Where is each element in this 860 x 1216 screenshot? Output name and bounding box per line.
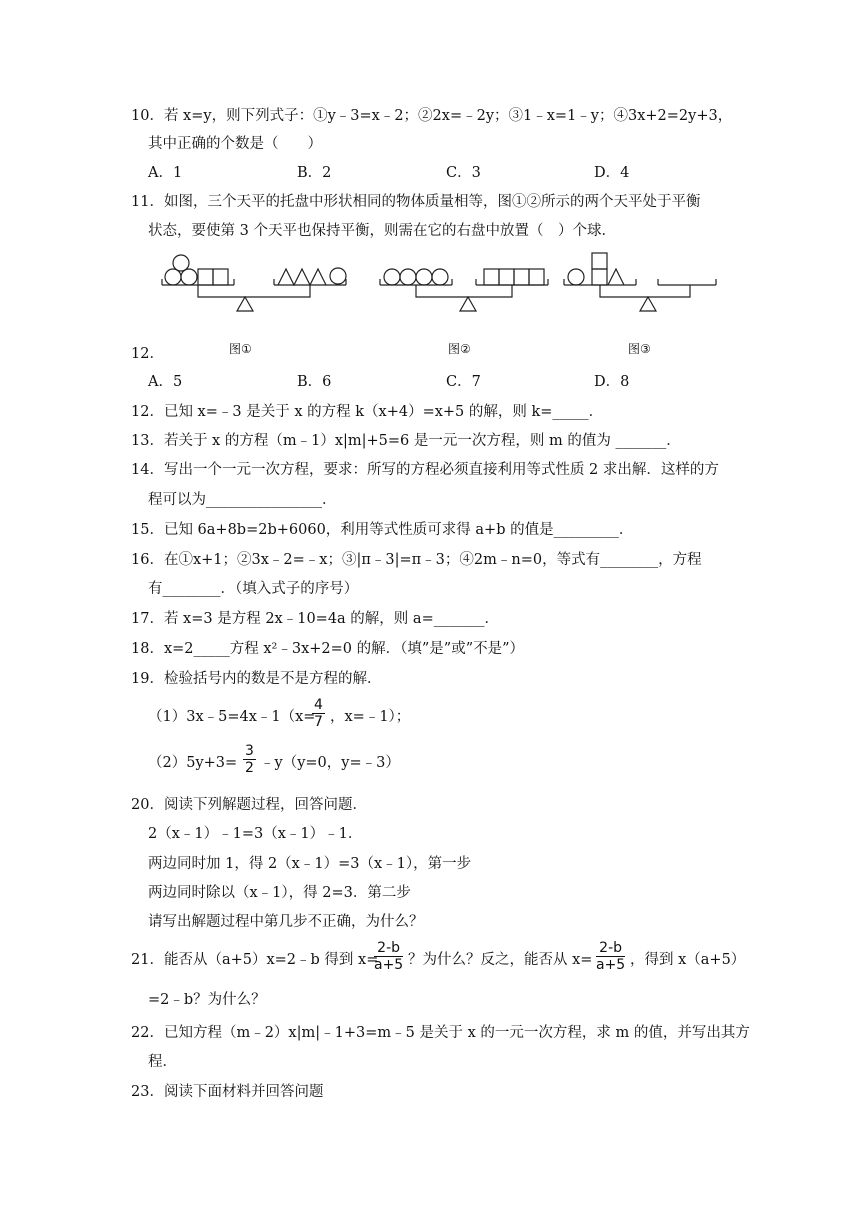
q21-post: ，得到 x（a+5）: [630, 952, 746, 968]
q21-fraction-1-numerator: 2-b: [374, 940, 403, 957]
q19-fraction-2-numerator: 3: [245, 743, 254, 759]
q20-line3: 两边同时加 1，得 2（x﹣1）=3（x﹣1），第一步: [148, 856, 472, 872]
q11-option-a: A．5: [148, 374, 183, 390]
q14-line1: 14．写出一个一元一次方程，要求：所写的方程必须直接利用等式性质 2 求出解．这样的方: [131, 462, 719, 478]
q14-line2: 程可以为________________．: [148, 492, 337, 508]
q17-text: 17．若 x=3 是方程 2x﹣10=4a 的解，则 a=_______．: [131, 611, 499, 627]
q18-text: 18．x=2_____方程 x²﹣3x+2=0 的解．（填”是”或”不是”）: [131, 641, 525, 657]
q21-fraction-2-denominator: a+5: [596, 957, 626, 973]
q11-option-d: D．8: [594, 374, 630, 390]
q19-fraction-2: [243, 743, 256, 776]
q19-part2-pre: （2）5y+3=: [148, 755, 238, 771]
q11-line1: 11．如图，三个天平的托盘中形状相同的物体质量相等，图①②所示的两个天平处于平衡: [131, 194, 701, 210]
q23-text: 23．阅读下面材料并回答问题: [131, 1084, 324, 1100]
balance-1-diagram: [162, 255, 346, 311]
q19-fraction-1-numerator: 4: [314, 697, 323, 713]
figure-3-label: 图③: [628, 342, 651, 356]
q20-line2: 2（x﹣1）﹣1=3（x﹣1）﹣1．: [148, 826, 363, 842]
q10-option-a: A．1: [148, 165, 183, 181]
q21-mid: ？为什么？反之，能否从 x=: [408, 952, 593, 968]
q19-part2-post: ﹣y（y=0，y=﹣3）: [260, 755, 400, 771]
balance-figures: [150, 252, 730, 322]
q19-line1: 19．检验括号内的数是不是方程的解．: [131, 671, 382, 687]
figure-2-label: 图②: [448, 342, 471, 356]
q11-line2: 状态，要使第 3 个天平也保持平衡，则需在它的右盘中放置（ ）个球．: [148, 223, 616, 239]
q10-line1: 10．若 x=y，则下列式子：①y﹣3=x﹣2；②2x=﹣2y；③1﹣x=1﹣y；④3x+2=2y+3，: [131, 108, 733, 124]
q10-option-c: C．3: [446, 165, 481, 181]
q12-text: 12．已知 x=﹣3 是关于 x 的方程 k（x+4）=x+5 的解，则 k=_____．: [131, 404, 604, 420]
q10-option-d: D．4: [594, 165, 630, 181]
q19-fraction-2-denominator: 2: [245, 760, 254, 776]
q21-pre: 21．能否从（a+5）x=2﹣b 得到 x=: [131, 952, 379, 968]
q21-fraction-1-denominator: a+5: [374, 957, 404, 973]
q16-line1: 16．在①x+1；②3x﹣2=﹣x；③|π﹣3|=π﹣3；④2m﹣n=0，等式有________，方程: [131, 552, 702, 568]
balance-2-diagram: [380, 269, 548, 311]
q10-line2: 其中正确的个数是（ ）: [148, 136, 322, 152]
q22-line1: 22．已知方程（m﹣2）x|m|﹣1+3=m﹣5 是关于 x 的一元一次方程，求 m 的值，并写出其方: [131, 1025, 750, 1041]
q20-line4: 两边同时除以（x﹣1），得 2=3．第二步: [148, 885, 411, 901]
q21-fraction-2-numerator: 2-b: [596, 940, 625, 957]
q11-option-c: C．7: [446, 374, 481, 390]
q20-line5: 请写出解题过程中第几步不正确，为什么？: [148, 914, 424, 930]
q21-fraction-1: [374, 940, 403, 973]
q19-fraction-1-denominator: 7: [314, 714, 323, 730]
q19-fraction-1: [312, 697, 325, 730]
q19-part1-pre: （1）3x﹣5=4x﹣1（x=: [148, 709, 316, 725]
balance-3-diagram: [564, 253, 716, 311]
q20-line1: 20．阅读下列解题过程，回答问题．: [131, 797, 367, 813]
q19-part1-post: ，x=﹣1）；: [330, 709, 411, 725]
q11-option-b: B．6: [297, 374, 332, 390]
figure-1-label: 图①: [229, 342, 252, 356]
q21-line2: =2﹣b？为什么？: [148, 992, 266, 1008]
q13-text: 13．若关于 x 的方程（m﹣1）x|m|+5=6 是一元一次方程，则 m 的值为 _______．: [131, 433, 681, 449]
q21-fraction-2: [596, 940, 625, 973]
q10-option-b: B．2: [297, 165, 332, 181]
q16-line2: 有________．（填入式子的序号）: [148, 581, 359, 597]
q15-text: 15．已知 6a+8b=2b+6060，利用等式性质可求得 a+b 的值是_________．: [131, 522, 634, 538]
q11-number-label: 12．: [131, 346, 164, 362]
q22-line2: 程．: [148, 1054, 177, 1070]
